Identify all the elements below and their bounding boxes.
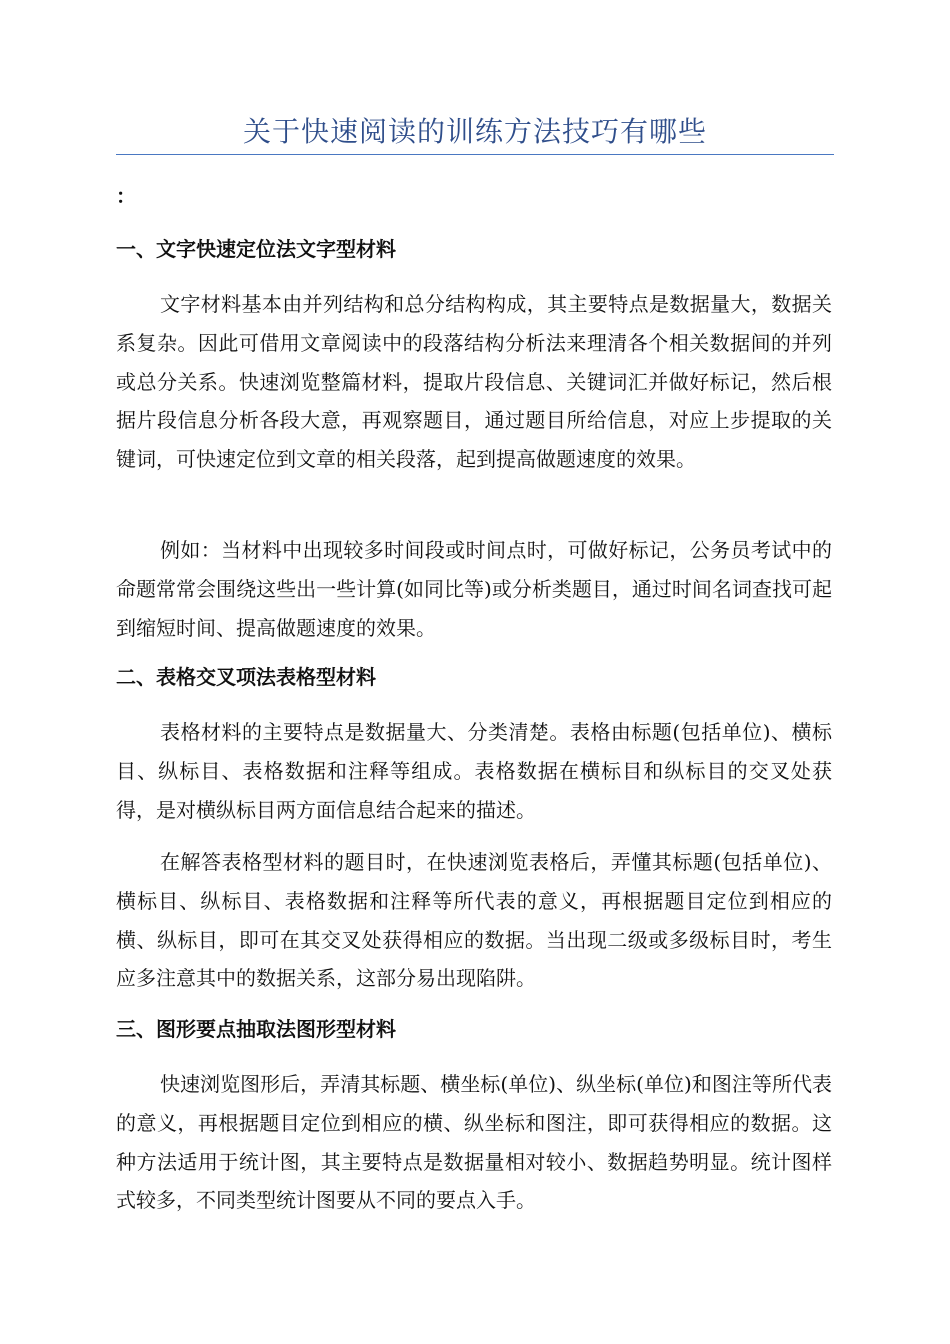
section-2-paragraph-1: 表格材料的主要特点是数据量大、分类清楚。表格由标题(包括单位)、横标目、纵标目、表格数据和注释等组成。表格数据在横标目和纵标目的交叉处获得，是对横纵标目两方面信息结合起来的描述。	[116, 720, 832, 822]
lead-mark: ：	[116, 184, 136, 208]
section-3-paragraph-1: 快速浏览图形后，弄清其标题、横坐标(单位)、纵坐标(单位)和图注等所代表的意义，再根据题目定位到相应的横、纵坐标和图注，即可获得相应的数据。这种方法适用于统计图，其主要特点是数据量相对较小、数据趋势明显。统计图样式较多，不同类型统计图要从不同的要点入手。	[116, 1072, 832, 1213]
document-title: 关于快速阅读的训练方法技巧有哪些	[242, 115, 707, 148]
section-1-paragraph-2: 例如：当材料中出现较多时间段或时间点时，可做好标记，公务员考试中的命题常常会围绕这些出一些计算(如同比等)或分析类题目，通过时间名词查找可起到缩短时间、提高做题速度的效果。	[116, 538, 832, 640]
section-1-paragraph-1: 文字材料基本由并列结构和总分结构构成，其主要特点是数据量大，数据关系复杂。因此可借用文章阅读中的段落结构分析法来理清各个相关数据间的并列或总分关系。快速浏览整篇材料，提取片段信息、关键词汇并做好标记，然后根据片段信息分析各段大意，再观察题目，通过题目所给信息，对应上步提取的关键词，可快速定位到文章的相关段落，起到提高做题速度的效果。	[116, 292, 832, 472]
section-3-heading: 三、图形要点抽取法图形型材料	[116, 1017, 396, 1041]
section-2-heading: 二、表格交叉项法表格型材料	[116, 665, 376, 689]
section-1-heading: 一、文字快速定位法文字型材料	[116, 237, 396, 261]
section-2-paragraph-2: 在解答表格型材料的题目时，在快速浏览表格后，弄懂其标题(包括单位)、横标目、纵标目、表格数据和注释等所代表的意义，再根据题目定位到相应的横、纵标目，即可在其交叉处获得相应的数据。当出现二级或多级标目时，考生应多注意其中的数据关系，这部分易出现陷阱。	[116, 850, 832, 991]
title-underline	[116, 154, 834, 155]
